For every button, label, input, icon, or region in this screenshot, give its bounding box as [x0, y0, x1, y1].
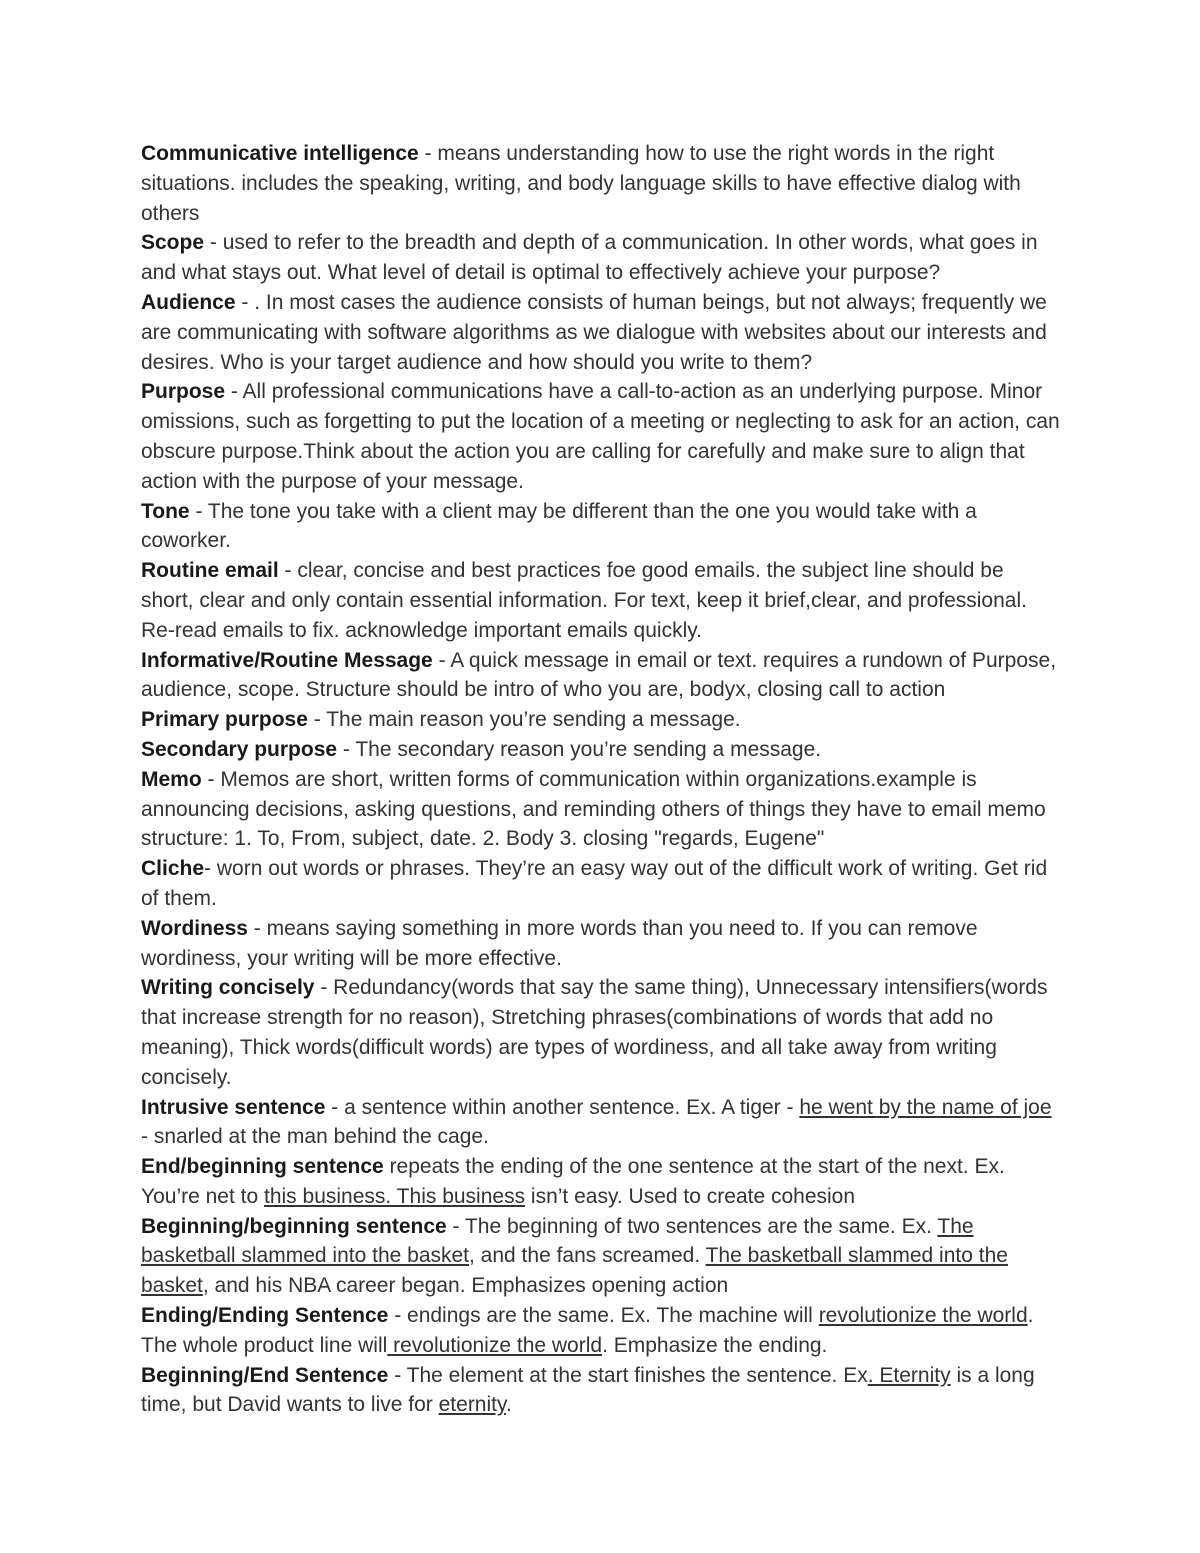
definition-text: - The secondary reason you’re sending a message. [337, 737, 822, 761]
glossary-entry [141, 1361, 1061, 1421]
underlined-example: The basketball slammed into the basket [141, 1214, 974, 1268]
glossary-entry [141, 1152, 1061, 1212]
underlined-example: this business. This business [264, 1184, 526, 1208]
definition-text: - means understanding how to use the right words in the right situations. includes the speaking, writing, and body language skills to have effective dialog with others [141, 142, 1021, 225]
definition-text: - clear, concise and best practices foe good emails. the subject line should be short, clear and only contain essential information. For text, keep it brief,clear, and professional. Re-read emails to fix. acknowledge important emails quickly. [141, 559, 1027, 642]
glossary-entry [141, 854, 1061, 914]
definition-text: - a sentence within another sentence. Ex. A tiger - [325, 1095, 800, 1119]
glossary-term: Tone [141, 499, 190, 523]
definition-text: - The element at the start finishes the sentence. Ex [388, 1363, 868, 1387]
definition-text: - used to refer to the breadth and depth of a communication. In other words, what goes in and what stays out. What level of detail is optimal to effectively achieve your purpose? [141, 231, 1038, 285]
glossary-term: Routine email [141, 559, 279, 583]
underlined-example: eternity [438, 1393, 506, 1417]
underlined-example: revolutionize the world [818, 1304, 1028, 1328]
glossary-term: Primary purpose [141, 708, 308, 732]
definition-text: - Redundancy(words that say the same thing), Unnecessary intensifiers(words that increase strength for no reason), Stretching phrases(combinations of words that add no meaning), Thick words(difficult words) are types of wordiness, and all take away from writing concisely. [141, 976, 1048, 1089]
glossary-term: Purpose [141, 380, 226, 404]
glossary-term: End/beginning sentence [141, 1155, 384, 1179]
glossary-term: Intrusive sentence [141, 1095, 326, 1119]
definition-text: . The whole product line will [141, 1304, 1034, 1357]
underlined-example: The basketball slammed into the basket [141, 1244, 1008, 1298]
glossary-entry [141, 1301, 1061, 1361]
definition-text: - endings are the same. Ex. The machine will [388, 1304, 819, 1328]
glossary-entry [141, 914, 1061, 974]
definition-text: - The main reason you’re sending a message. [307, 708, 741, 732]
glossary-entry [141, 228, 1061, 288]
definition-text: - The beginning of two sentences are the same. Ex. [446, 1214, 938, 1238]
definition-text: - means saying something in more words than you need to. If you can remove wordiness, your writing will be more effective. [141, 916, 978, 970]
definition-text: , and the fans screamed. [469, 1244, 706, 1268]
glossary-entry [141, 973, 1061, 1092]
definition-text: - Memos are short, written forms of communication within organizations.example is announcing decisions, asking questions, and reminding others of things they have to email memo structure: 1. To, From, subject, date. 2. Body 3. closing "regards, Eugene" [141, 767, 1046, 851]
glossary-term: Beginning/End Sentence [141, 1363, 389, 1387]
definition-text: . [505, 1393, 512, 1417]
definition-text: . Emphasize the ending. [602, 1333, 828, 1357]
definition-text: - worn out words or phrases. They’re an easy way out of the difficult work of writing. Get rid of them. [141, 857, 1048, 910]
glossary-term: Memo [141, 767, 202, 791]
glossary-entry [141, 1093, 1061, 1153]
definition-text: - All professional communications have a call-to-action as an underlying purpose. Minor omissions, such as forgetting to put the location of a meeting or neglecting to ask for an action, can obscure purpose.Think about the action you are calling for carefully and make sure to align that action with the purpose of your message. [141, 380, 1060, 493]
definition-text: - snarled at the man behind the cage. [141, 1125, 489, 1149]
glossary-entry [141, 288, 1061, 377]
definition-text: - A quick message in email or text. requires a rundown of Purpose, audience, scope. Structure should be intro of who you are, bodyx, closing call to action [141, 648, 1057, 702]
glossary-term: Cliche [141, 857, 205, 881]
glossary-entry [141, 1212, 1061, 1301]
definition-text: - The tone you take with a client may be different than the one you would take with a coworker. [141, 499, 977, 553]
glossary-entry [141, 735, 1061, 765]
definition-text: , and his NBA career began. Emphasizes opening action [202, 1274, 729, 1298]
underlined-example: . Eternity [867, 1363, 951, 1387]
glossary-term: Secondary purpose [141, 737, 338, 761]
glossary-entry [141, 705, 1061, 735]
glossary-term: Communicative intelligence [141, 142, 419, 165]
glossary-entry [141, 556, 1061, 645]
glossary-entry [141, 497, 1061, 557]
glossary-term: Scope [141, 231, 205, 255]
glossary-term: Informative/Routine Message [141, 648, 433, 672]
definition-text: isn’t easy. Used to create cohesion [525, 1184, 856, 1208]
glossary-term: Writing concisely [141, 976, 315, 1000]
glossary-list [141, 139, 1061, 1420]
definition-text: - . In most cases the audience consists of human beings, but not always; frequently we are communicating with software algorithms as we dialogue with websites about our interests and desires. Who is your target audience and how should you write to them? [141, 290, 1047, 374]
definition-text: is a long time, but David wants to live for [141, 1363, 1035, 1417]
glossary-entry [141, 646, 1061, 706]
glossary-entry [141, 139, 1061, 228]
underlined-example: revolutionize the world [387, 1333, 603, 1357]
underlined-example: he went by the name of joe [799, 1095, 1052, 1119]
definition-text: repeats the ending of the one sentence at the start of the next. Ex. You’re net to [141, 1155, 1005, 1208]
glossary-term: Ending/Ending Sentence [141, 1304, 389, 1328]
glossary-term: Audience [141, 290, 236, 314]
glossary-term: Wordiness [141, 916, 248, 940]
glossary-entry [141, 765, 1061, 854]
glossary-entry [141, 377, 1061, 496]
glossary-term: Beginning/beginning sentence [141, 1214, 447, 1238]
document-page [141, 139, 1061, 1420]
